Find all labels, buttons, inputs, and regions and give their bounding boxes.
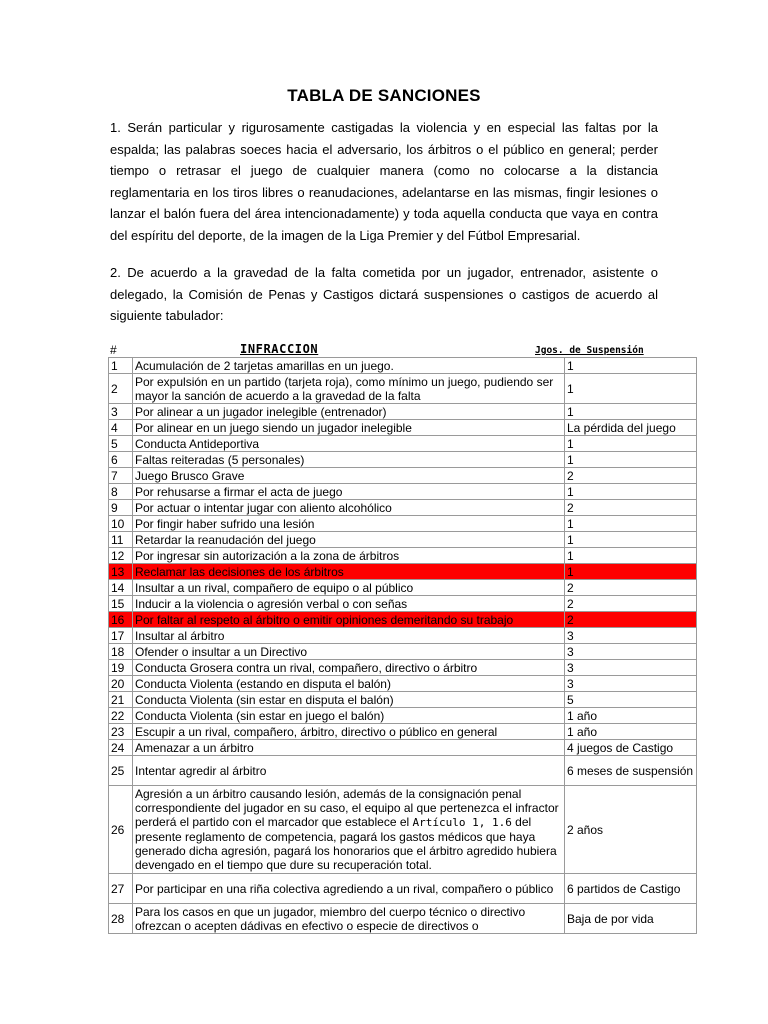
row-number: 6 <box>109 452 133 468</box>
infraction-text: Agresión a un árbitro causando lesión, además de la consignación penal correspondiente del jugador en su caso, el equipo al que pertenezca el infractor perderá el partido con el marcador que establece el <box>135 787 559 829</box>
row-suspension: 1 <box>565 452 697 468</box>
row-number: 15 <box>109 596 133 612</box>
row-number: 1 <box>109 358 133 374</box>
column-header-suspension: Jgos. de Suspensión <box>535 345 644 356</box>
row-suspension: 1 año <box>565 708 697 724</box>
row-number: 2 <box>109 374 133 404</box>
table-row <box>109 358 697 374</box>
row-suspension: 4 juegos de Castigo <box>565 740 697 756</box>
table-row <box>109 596 697 612</box>
row-infraction: Intentar agredir al árbitro <box>133 756 565 786</box>
paragraph-2: 2. De acuerdo a la gravedad de la falta cometida por un jugador, entrenador, asistente o delegado, la Comisión de Penas y Castigos dictará suspensiones o castigos de acuerdo al siguiente tabulador: <box>110 265 658 324</box>
row-suspension: 1 <box>565 404 697 420</box>
row-number: 18 <box>109 644 133 660</box>
row-infraction: Inducir a la violencia o agresión verbal o con señas <box>133 596 565 612</box>
row-number: 24 <box>109 740 133 756</box>
table-row <box>109 532 697 548</box>
table-row <box>109 660 697 676</box>
column-header-number: # <box>110 343 117 357</box>
row-suspension: 3 <box>565 660 697 676</box>
row-infraction: Conducta Grosera contra un rival, compañero, directivo o árbitro <box>133 660 565 676</box>
row-number: 7 <box>109 468 133 484</box>
row-number: 25 <box>109 756 133 786</box>
table-row <box>109 452 697 468</box>
row-number: 5 <box>109 436 133 452</box>
row-number: 17 <box>109 628 133 644</box>
row-suspension: 6 partidos de Castigo <box>565 874 697 904</box>
sanctions-table <box>108 357 697 934</box>
row-infraction: Acumulación de 2 tarjetas amarillas en un juego. <box>133 358 565 374</box>
row-number: 13 <box>109 564 133 580</box>
row-infraction: Por actuar o intentar jugar con aliento alcohólico <box>133 500 565 516</box>
row-infraction: Por alinear a un jugador inelegible (entrenador) <box>133 404 565 420</box>
table-row <box>109 436 697 452</box>
table-row <box>109 500 697 516</box>
row-infraction: Para los casos en que un jugador, miembro del cuerpo técnico o directivo ofrezcan o acepten dádivas en efectivo o especie de directivos o <box>133 904 565 934</box>
row-suspension: 1 <box>565 436 697 452</box>
row-suspension: 1 <box>565 548 697 564</box>
row-number: 27 <box>109 874 133 904</box>
table-row <box>109 516 697 532</box>
row-suspension: Baja de por vida <box>565 904 697 934</box>
paragraph-1: 1. Serán particular y rigurosamente castigadas la violencia y en especial las faltas por la espalda; las palabras soeces hacia el adversario, los árbitros o el público en general; perder tiempo o retrasar el juego de cualquier manera (como no colocarse a la distancia reglamentaria en los tiros libres o reanudaciones, adelantarse en las mismas, fingir lesiones o lanzar el balón fuera del área intencionadamente) y toda aquella conducta que vaya en contra del espíritu del deporte, de la imagen de la Liga Premier y del Fútbol Empresarial. <box>110 120 658 243</box>
row-infraction <box>133 786 565 874</box>
table-row <box>109 628 697 644</box>
row-suspension: 2 <box>565 468 697 484</box>
row-suspension: 1 <box>565 532 697 548</box>
table-row <box>109 740 697 756</box>
table-row <box>109 724 697 740</box>
row-suspension: 1 año <box>565 724 697 740</box>
row-suspension: 1 <box>565 374 697 404</box>
table-row <box>109 468 697 484</box>
table-row-highlighted <box>109 564 697 580</box>
row-number: 4 <box>109 420 133 436</box>
row-infraction: Amenazar a un árbitro <box>133 740 565 756</box>
page-title: TABLA DE SANCIONES <box>287 86 481 105</box>
table-row <box>109 786 697 874</box>
row-infraction: Conducta Violenta (sin estar en disputa el balón) <box>133 692 565 708</box>
row-number: 14 <box>109 580 133 596</box>
row-suspension: 1 <box>565 358 697 374</box>
row-infraction: Por rehusarse a firmar el acta de juego <box>133 484 565 500</box>
row-suspension: La pérdida del juego <box>565 420 697 436</box>
table-row-highlighted <box>109 612 697 628</box>
table-row <box>109 484 697 500</box>
row-infraction: Por fingir haber sufrido una lesión <box>133 516 565 532</box>
row-number: 22 <box>109 708 133 724</box>
row-infraction: Faltas reiteradas (5 personales) <box>133 452 565 468</box>
row-suspension: 2 <box>565 500 697 516</box>
row-suspension: 1 <box>565 516 697 532</box>
row-infraction: Por expulsión en un partido (tarjeta roja), como mínimo un juego, pudiendo ser mayor la sanción de acuerdo a la gravedad de la falta <box>133 374 565 404</box>
row-number: 26 <box>109 786 133 874</box>
row-number: 23 <box>109 724 133 740</box>
column-header-infraction: INFRACCION <box>240 342 319 356</box>
row-suspension: 3 <box>565 628 697 644</box>
row-suspension: 2 años <box>565 786 697 874</box>
table-row <box>109 420 697 436</box>
table-row <box>109 692 697 708</box>
row-suspension: 2 <box>565 580 697 596</box>
row-infraction: Por faltar al respeto al árbitro o emitir opiniones demeritando su trabajo <box>133 612 565 628</box>
row-infraction: Escupir a un rival, compañero, árbitro, directivo o público en general <box>133 724 565 740</box>
table-row <box>109 580 697 596</box>
table-row <box>109 404 697 420</box>
table-row <box>109 374 697 404</box>
row-infraction: Por alinear en un juego siendo un jugador inelegible <box>133 420 565 436</box>
row-suspension: 6 meses de suspensión <box>565 756 697 786</box>
table-row <box>109 548 697 564</box>
row-suspension: 2 <box>565 596 697 612</box>
row-infraction: Juego Brusco Grave <box>133 468 565 484</box>
row-suspension: 3 <box>565 644 697 660</box>
row-infraction: Conducta Violenta (estando en disputa el balón) <box>133 676 565 692</box>
table-row <box>109 676 697 692</box>
row-suspension: 5 <box>565 692 697 708</box>
infraction-text: del presente reglamento de competencia, pagará los gastos médicos que haya generado dicha agresión, pagará los honorarios que el árbitro agredido hubiera devengado en el tiempo que dure su recuperación total. <box>135 815 557 872</box>
row-infraction: Por ingresar sin autorización a la zona de árbitros <box>133 548 565 564</box>
row-number: 3 <box>109 404 133 420</box>
row-number: 20 <box>109 676 133 692</box>
row-suspension: 3 <box>565 676 697 692</box>
article-reference: Artículo 1, 1.6 <box>412 816 512 829</box>
table-row <box>109 756 697 786</box>
row-infraction: Insultar a un rival, compañero de equipo o al público <box>133 580 565 596</box>
row-infraction: Insultar al árbitro <box>133 628 565 644</box>
table-row <box>109 644 697 660</box>
row-infraction: Reclamar las decisiones de los árbitros <box>133 564 565 580</box>
row-infraction: Conducta Violenta (sin estar en juego el balón) <box>133 708 565 724</box>
row-infraction: Por participar en una riña colectiva agrediendo a un rival, compañero o público <box>133 874 565 904</box>
row-suspension: 2 <box>565 612 697 628</box>
row-number: 10 <box>109 516 133 532</box>
row-number: 28 <box>109 904 133 934</box>
table-row <box>109 874 697 904</box>
row-suspension: 1 <box>565 484 697 500</box>
row-infraction: Conducta Antideportiva <box>133 436 565 452</box>
row-infraction: Ofender o insultar a un Directivo <box>133 644 565 660</box>
row-number: 11 <box>109 532 133 548</box>
row-number: 12 <box>109 548 133 564</box>
row-number: 8 <box>109 484 133 500</box>
row-number: 21 <box>109 692 133 708</box>
row-infraction: Retardar la reanudación del juego <box>133 532 565 548</box>
row-suspension: 1 <box>565 564 697 580</box>
row-number: 19 <box>109 660 133 676</box>
row-number: 16 <box>109 612 133 628</box>
row-number: 9 <box>109 500 133 516</box>
table-row <box>109 708 697 724</box>
table-row <box>109 904 697 934</box>
